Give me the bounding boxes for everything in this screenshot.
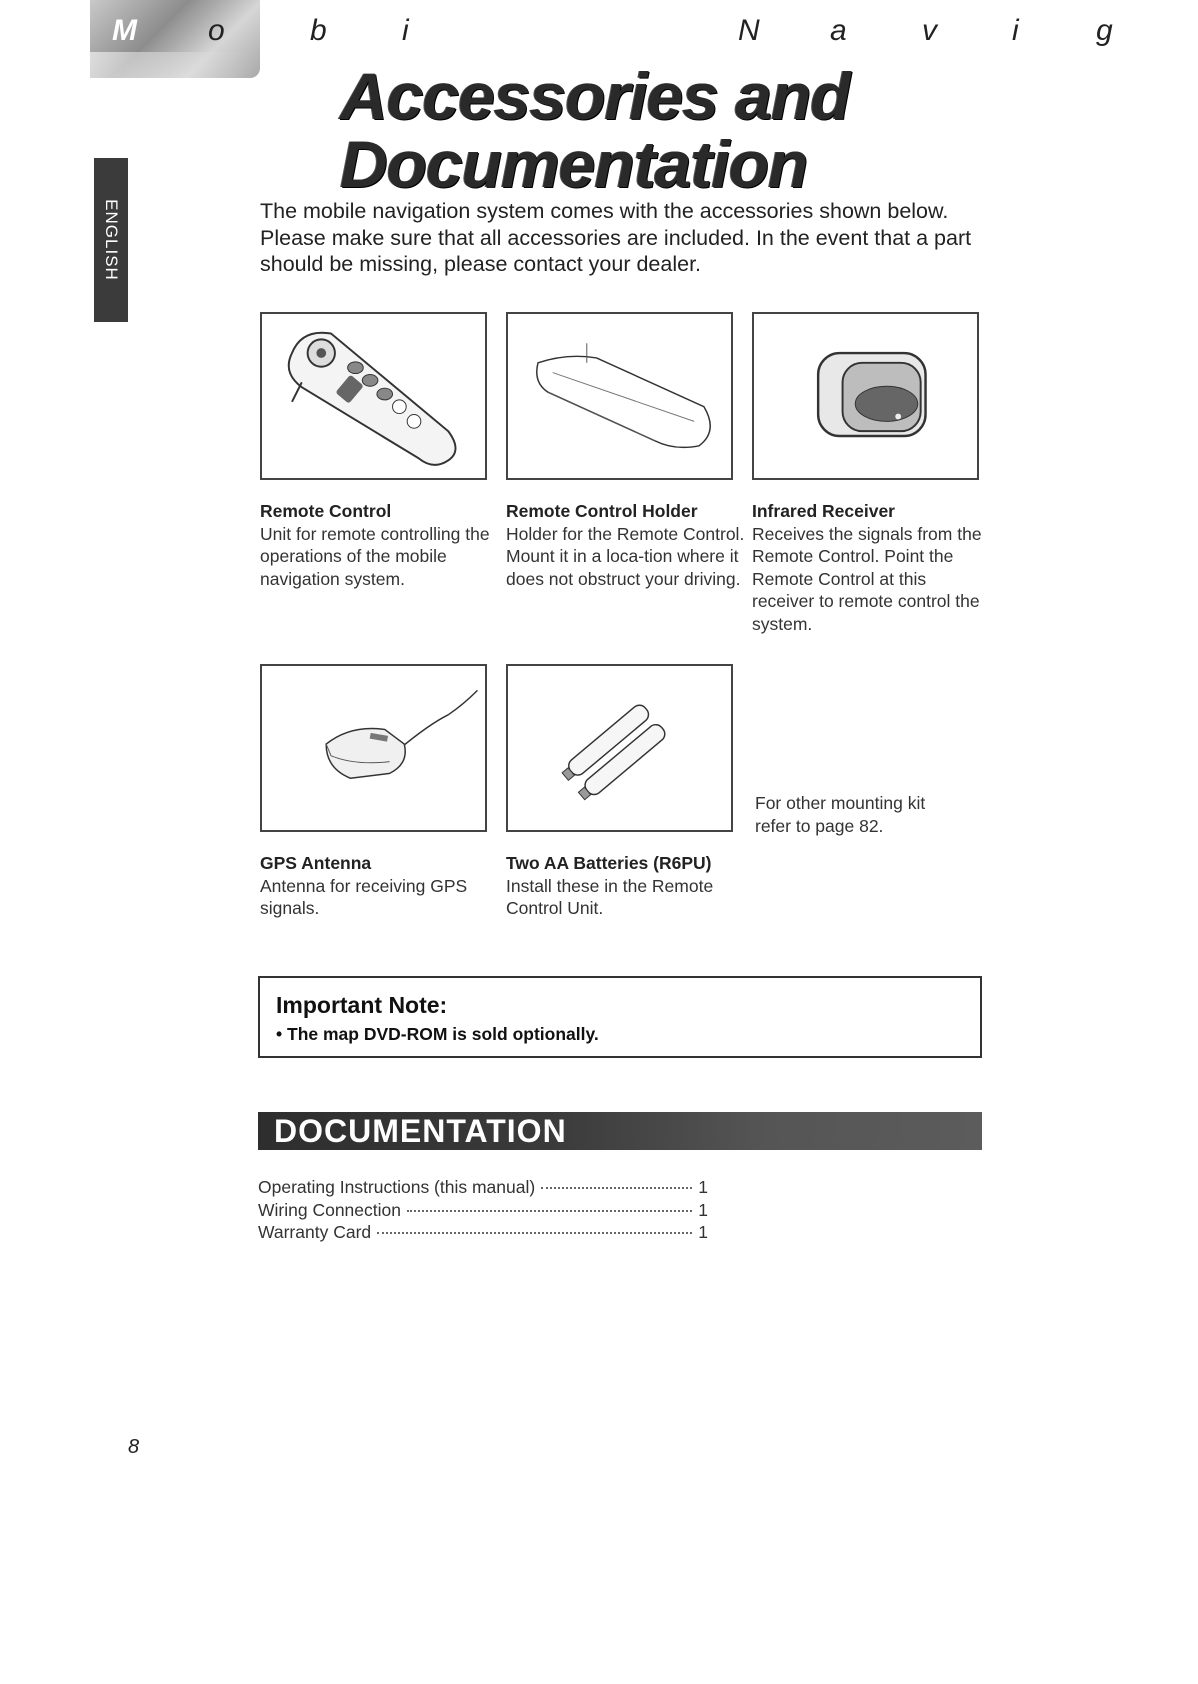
batteries-illustration — [506, 664, 733, 832]
remote-control-icon — [262, 314, 485, 478]
documentation-list — [258, 1176, 708, 1244]
accessory-item — [506, 852, 746, 920]
accessory-item — [260, 500, 500, 590]
accessory-description: Install these in the Remote Control Unit. — [506, 875, 714, 918]
dot-leader — [377, 1232, 692, 1234]
list-item — [258, 1221, 708, 1244]
documentation-title: DOCUMENTATION — [274, 1113, 567, 1149]
header-letter: b — [310, 14, 327, 47]
page-title-line-2: Documentation — [340, 127, 808, 201]
page-title-line-1: Accessories and — [340, 59, 850, 133]
intro-paragraph: The mobile navigation system comes with the accessories shown below. Please make sure that all accessories are included. In the event that a part should be missing, please contact your dealer. — [260, 199, 972, 276]
list-item — [258, 1176, 708, 1199]
remote-holder-icon — [508, 314, 731, 478]
header-letter: i — [1012, 14, 1019, 47]
document-quantity: 1 — [698, 1177, 708, 1197]
document-name: Warranty Card — [258, 1222, 372, 1242]
important-note-text: The map DVD-ROM is sold optionally. — [287, 1024, 599, 1044]
header-letter: g — [1096, 14, 1113, 47]
accessory-item — [260, 852, 500, 920]
accessory-description: Receives the signals from the Remote Control. Point the Remote Control at this receiver to remote control the system. — [752, 523, 982, 634]
infrared-receiver-icon — [754, 314, 977, 478]
document-quantity: 1 — [698, 1199, 708, 1220]
document-name: Wiring Connection — [258, 1199, 401, 1220]
accessory-name: Remote Control — [260, 501, 392, 521]
batteries-icon — [508, 666, 731, 830]
important-note-box — [258, 976, 982, 1058]
accessory-item — [752, 500, 992, 635]
header-letter: a — [830, 14, 847, 47]
remote-holder-illustration — [506, 312, 733, 480]
accessory-description: Holder for the Remote Control. Mount it in a loca-tion where it does not obstruct your driving. — [506, 523, 745, 589]
document-name: Operating Instructions (this manual) — [258, 1177, 536, 1197]
page-title — [340, 59, 850, 201]
dot-leader — [407, 1210, 692, 1212]
header-letter: v — [922, 14, 937, 47]
accessory-name: Two AA Batteries (R6PU) — [506, 853, 712, 873]
infrared-receiver-illustration — [752, 312, 979, 480]
bullet-icon: • — [276, 1024, 287, 1044]
mounting-kit-note: For other mounting kit refer to page 82. — [755, 793, 926, 836]
header-letter: N — [738, 14, 760, 47]
accessory-name: Infrared Receiver — [752, 501, 895, 521]
gps-antenna-icon — [262, 666, 485, 830]
header-letter: o — [208, 14, 225, 47]
header-letter: i — [402, 14, 409, 47]
important-note-title: Important Note: — [276, 992, 448, 1018]
documentation-section-bar — [258, 1112, 982, 1150]
list-item — [258, 1199, 708, 1222]
language-tab — [94, 158, 128, 322]
page-number: 8 — [128, 1436, 140, 1458]
accessory-description: Unit for remote controlling the operations of the mobile navigation system. — [260, 523, 490, 589]
important-note-item — [276, 1024, 599, 1045]
accessory-name: GPS Antenna — [260, 853, 372, 873]
document-quantity: 1 — [698, 1222, 708, 1242]
language-tab-label: ENGLISH — [102, 199, 122, 281]
remote-control-illustration — [260, 312, 487, 480]
header-letter: M — [112, 14, 137, 47]
dot-leader — [541, 1187, 692, 1189]
accessory-name: Remote Control Holder — [506, 501, 698, 521]
gps-antenna-illustration — [260, 664, 487, 832]
accessory-item — [506, 500, 746, 590]
accessory-description: Antenna for receiving GPS signals. — [260, 875, 468, 918]
